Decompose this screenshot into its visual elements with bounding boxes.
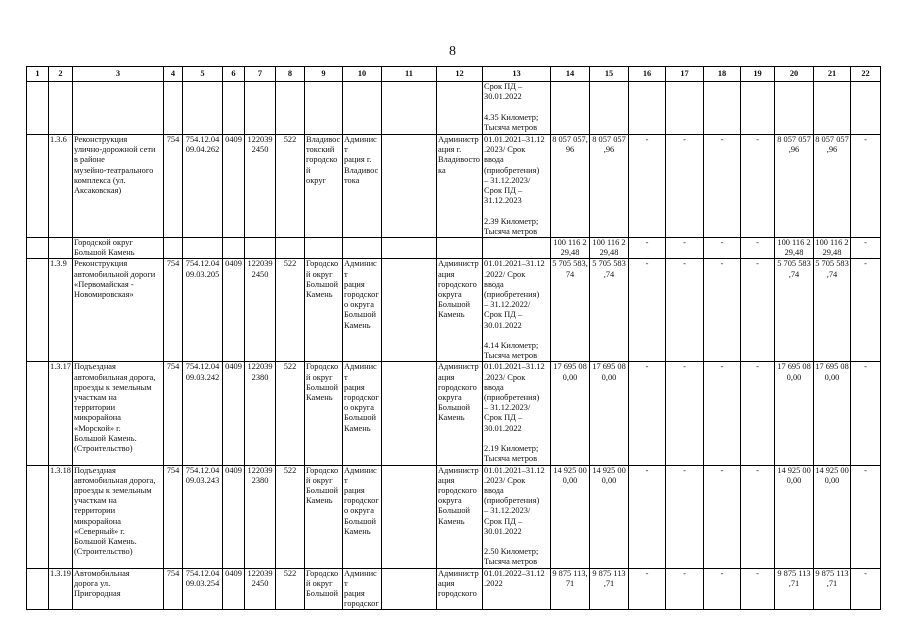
table-cell: - bbox=[704, 568, 741, 610]
table-cell bbox=[245, 238, 276, 259]
table-cell bbox=[382, 362, 437, 465]
table-cell bbox=[382, 82, 437, 135]
table-cell bbox=[666, 82, 704, 135]
table-cell: 5 705 583 ,74 bbox=[775, 259, 814, 362]
table-cell: - bbox=[666, 568, 704, 610]
table-cell bbox=[27, 82, 49, 135]
table-cell: 0409 bbox=[223, 135, 245, 238]
table-cell bbox=[73, 82, 164, 135]
table-cell: - bbox=[741, 238, 775, 259]
table-cell bbox=[814, 82, 851, 135]
table-cell: Городско й округ Большой Камень bbox=[305, 259, 343, 362]
table-cell: 522 bbox=[276, 259, 305, 362]
header-cell: 17 bbox=[666, 67, 704, 82]
table-cell: 17 695 08 0,00 bbox=[814, 362, 851, 465]
table-cell bbox=[183, 82, 223, 135]
table-cell: - bbox=[629, 568, 666, 610]
table-cell: 1.3.9 bbox=[49, 259, 73, 362]
table-cell: 100 116 2 29,48 bbox=[775, 238, 814, 259]
table-cell bbox=[551, 82, 590, 135]
table-cell bbox=[27, 135, 49, 238]
table-cell: 17 695 08 0,00 bbox=[590, 362, 629, 465]
table-cell bbox=[343, 238, 382, 259]
table-cell: Подъездная автомобильная дорога, проезды к земельным участкам на территории микрорайона «Морской» г. Большой Камень. (Строительство) bbox=[73, 362, 164, 465]
table-cell: - bbox=[704, 135, 741, 238]
table-cell bbox=[27, 568, 49, 610]
table-cell: 522 bbox=[276, 135, 305, 238]
table-cell: 8 057 057, 96 bbox=[551, 135, 590, 238]
table-cell: - bbox=[629, 135, 666, 238]
table-cell: 754.12.04 09.04.262 bbox=[183, 135, 223, 238]
table-cell: - bbox=[741, 568, 775, 610]
table-cell: 100 116 2 29,48 bbox=[815, 238, 849, 258]
table-cell: 14 925 00 0,00 bbox=[590, 465, 629, 568]
table-row bbox=[27, 362, 881, 465]
table-cell bbox=[305, 82, 343, 135]
table-cell: - bbox=[666, 259, 704, 362]
table-cell: 100 116 2 29,48 bbox=[551, 238, 590, 259]
header-cell: 3 bbox=[73, 67, 164, 82]
table-cell: Админист рация городског bbox=[343, 568, 382, 610]
table-cell: 14 925 00 0,00 bbox=[814, 465, 851, 568]
header-cell: 19 bbox=[741, 67, 775, 82]
table-cell: Срок ПД – 30.01.2022 4.35 Километр; Тысяча метров bbox=[483, 82, 551, 135]
table-cell: 01.01.2022–31.12 .2022 bbox=[483, 568, 551, 610]
table-row bbox=[27, 82, 881, 135]
table-cell: Городско й округ Большой bbox=[305, 568, 343, 610]
table-cell: Подъездная автомобильная дорога, проезды к земельным участкам на территории микрорайона «Северный» г. Большой Камень. (Строительство) bbox=[73, 465, 164, 568]
table-cell: 754 bbox=[164, 568, 183, 610]
table-cell: 1.3.18 bbox=[49, 465, 73, 568]
table-cell: - bbox=[629, 259, 666, 362]
table-cell: 0409 bbox=[223, 465, 245, 568]
header-cell: 11 bbox=[382, 67, 437, 82]
table-cell: - bbox=[851, 465, 881, 568]
table-cell bbox=[343, 82, 382, 135]
table-row bbox=[27, 238, 881, 259]
table-cell: 754 bbox=[164, 465, 183, 568]
table-cell: 122039 2450 bbox=[245, 135, 276, 238]
table-cell: - bbox=[666, 135, 704, 238]
table-cell bbox=[775, 82, 814, 135]
page-number: 8 bbox=[449, 44, 456, 59]
header-cell: 10 bbox=[343, 67, 382, 82]
table-cell: 5 705 583, 74 bbox=[551, 259, 590, 362]
table-cell: Администр ация городского округа Большой Камень bbox=[437, 465, 483, 568]
table-cell bbox=[590, 82, 629, 135]
table-cell: 522 bbox=[276, 465, 305, 568]
header-cell: 15 bbox=[590, 67, 629, 82]
table-cell: 754 bbox=[164, 259, 183, 362]
table-cell: - bbox=[741, 135, 775, 238]
table-cell: 0409 bbox=[223, 259, 245, 362]
table-cell: Админист рация г. Владивос тока bbox=[343, 135, 382, 238]
table-cell: - bbox=[851, 568, 881, 610]
table-cell: 100 116 2 29,48 bbox=[590, 238, 629, 259]
table-cell bbox=[382, 465, 437, 568]
table-cell: 9 875 113 ,71 bbox=[775, 568, 814, 610]
header-cell: 9 bbox=[305, 67, 343, 82]
table-cell: Админист рация городског о округа Большой Камень bbox=[343, 465, 382, 568]
table-cell: 9 875 113 ,71 bbox=[814, 568, 851, 610]
header-cell: 6 bbox=[223, 67, 245, 82]
table-cell: - bbox=[704, 465, 741, 568]
table-cell bbox=[437, 82, 483, 135]
table-cell bbox=[382, 135, 437, 238]
table-cell bbox=[245, 82, 276, 135]
table-cell bbox=[276, 238, 305, 259]
table-cell: 01.01.2021–31.12 .2023/ Срок ввода (приобретения) – 31.12.2023/ Срок ПД – 31.12.2023 2.39 Километр; Тысяча метров bbox=[483, 135, 551, 238]
header-cell: 22 bbox=[851, 67, 881, 82]
table-cell bbox=[223, 82, 245, 135]
document-table bbox=[26, 66, 881, 610]
header-cell: 8 bbox=[276, 67, 305, 82]
table-cell: - bbox=[741, 465, 775, 568]
table-cell: - bbox=[666, 465, 704, 568]
table-cell: - bbox=[629, 465, 666, 568]
table-cell: 9 875 113 ,71 bbox=[590, 568, 629, 610]
table-cell: 14 925 00 0,00 bbox=[551, 465, 590, 568]
table-cell bbox=[164, 82, 183, 135]
table-cell: 754.12.04 09.03.243 bbox=[183, 465, 223, 568]
table-cell: 17 695 08 0,00 bbox=[775, 362, 814, 465]
table-cell: 0409 bbox=[223, 362, 245, 465]
table-cell: 754 bbox=[164, 362, 183, 465]
table-cell: 754 bbox=[164, 135, 183, 238]
table-cell: Городской округ Большой Камень bbox=[73, 238, 164, 259]
header-cell: 5 bbox=[183, 67, 223, 82]
table-cell bbox=[49, 238, 73, 259]
table-cell: 01.01.2021–31.12 .2022/ Срок ввода (приобретения) – 31.12.2022/ Срок ПД – 30.01.2022 4.14 Километр; Тысяча метров bbox=[483, 259, 551, 362]
table-cell bbox=[741, 82, 775, 135]
header-cell: 4 bbox=[164, 67, 183, 82]
header-cell: 21 bbox=[814, 67, 851, 82]
table-cell bbox=[164, 238, 183, 259]
table-cell: - bbox=[704, 259, 741, 362]
table-cell: 9 875 113, 71 bbox=[551, 568, 590, 610]
table-cell: Администр ация городского округа Большой Камень bbox=[437, 362, 483, 465]
header-row bbox=[27, 67, 881, 82]
table-cell: 1.3.17 bbox=[49, 362, 73, 465]
table-cell bbox=[27, 362, 49, 465]
table-cell bbox=[483, 238, 551, 259]
table-cell: Администр ация городского округа Большой Камень bbox=[437, 259, 483, 362]
table-cell: Автомобильная дорога ул. Пригородная bbox=[73, 568, 164, 610]
table-cell bbox=[27, 259, 49, 362]
table-cell: 01.01.2021–31.12 .2023/ Срок ввода (приобретения) – 31.12.2023/ Срок ПД – 30.01.2022 2.50 Километр; Тысяча метров bbox=[483, 465, 551, 568]
table-cell bbox=[276, 82, 305, 135]
table-cell: - bbox=[741, 259, 775, 362]
table-cell: 17 695 08 0,00 bbox=[551, 362, 590, 465]
table-cell: - bbox=[666, 238, 704, 259]
table-cell: 5 705 583 ,74 bbox=[590, 259, 629, 362]
header-cell: 13 bbox=[483, 67, 551, 82]
table-cell: Администр ация г. Владивосто ка bbox=[437, 135, 483, 238]
header-cell: 18 bbox=[704, 67, 741, 82]
table-cell: Владивос токский городской округ bbox=[305, 135, 343, 238]
table-cell: - bbox=[851, 238, 881, 259]
table-cell: 0409 bbox=[223, 568, 245, 610]
table-cell: 1.3.19 bbox=[49, 568, 73, 610]
table-cell: - bbox=[629, 238, 666, 259]
table-cell bbox=[704, 82, 741, 135]
table-cell: Админист рация городског о округа Большой Камень bbox=[343, 259, 382, 362]
table-cell: - bbox=[851, 135, 881, 238]
table-cell: 754.12.04 09.03.205 bbox=[183, 259, 223, 362]
table-cell: Городско й округ Большой Камень bbox=[305, 362, 343, 465]
table-cell: 522 bbox=[276, 362, 305, 465]
header-cell: 7 bbox=[245, 67, 276, 82]
table-cell: - bbox=[629, 362, 666, 465]
table-cell bbox=[27, 238, 49, 259]
table-cell bbox=[382, 238, 437, 259]
header-cell: 14 bbox=[551, 67, 590, 82]
table-cell: 8 057 057 ,96 bbox=[775, 135, 814, 238]
table-cell: - bbox=[704, 238, 741, 259]
table-cell: Админист рация городског о округа Большой Камень bbox=[343, 362, 382, 465]
table-cell: - bbox=[851, 362, 881, 465]
table-cell bbox=[382, 259, 437, 362]
table-cell bbox=[437, 238, 483, 259]
table-cell: 14 925 00 0,00 bbox=[775, 465, 814, 568]
table-cell: 122039 2380 bbox=[245, 362, 276, 465]
table-cell: Администр ация городского bbox=[437, 568, 483, 610]
table-cell: 01.01.2021–31.12 .2023/ Срок ввода (приобретения) – 31.12.2023/ Срок ПД – 30.01.2022 2.19 Километр; Тысяча метров bbox=[483, 362, 551, 465]
table-cell: 122039 2450 bbox=[245, 568, 276, 610]
table-cell: Реконструкция улично-дорожной сети в районе музейно-театрального комплекса (ул. Аксаковская) bbox=[73, 135, 164, 238]
table-cell: 754.12.04 09.03.254 bbox=[183, 568, 223, 610]
table-cell: - bbox=[666, 362, 704, 465]
table-cell: 8 057 057 ,96 bbox=[814, 135, 851, 238]
table-cell bbox=[49, 82, 73, 135]
table-cell bbox=[27, 465, 49, 568]
table-cell: - bbox=[851, 259, 881, 362]
table-cell: - bbox=[741, 362, 775, 465]
table-cell bbox=[382, 568, 437, 610]
table-row bbox=[27, 568, 881, 610]
table-cell bbox=[629, 82, 666, 135]
table-cell bbox=[183, 238, 223, 259]
table-cell: 122039 2380 bbox=[245, 465, 276, 568]
header-cell: 1 bbox=[27, 67, 49, 82]
table-cell: 754.12.04 09.03.242 bbox=[183, 362, 223, 465]
table-cell: 522 bbox=[276, 568, 305, 610]
table-cell: Городско й округ Большой Камень bbox=[305, 465, 343, 568]
table-cell: 1.3.6 bbox=[49, 135, 73, 238]
table-cell: 5 705 583 ,74 bbox=[814, 259, 851, 362]
header-cell: 20 bbox=[775, 67, 814, 82]
table-cell: Реконструкция автомобильной дороги «Первомайская - Новомировская» bbox=[73, 259, 164, 362]
table-cell: 122039 2450 bbox=[245, 259, 276, 362]
table-row bbox=[27, 135, 881, 238]
table-row bbox=[27, 259, 881, 362]
header-cell: 2 bbox=[49, 67, 73, 82]
table-cell bbox=[305, 238, 343, 259]
table-row bbox=[27, 465, 881, 568]
table-cell: 8 057 057 ,96 bbox=[590, 135, 629, 238]
table-cell bbox=[223, 238, 245, 259]
header-cell: 12 bbox=[437, 67, 483, 82]
table-cell bbox=[851, 82, 881, 135]
header-cell: 16 bbox=[629, 67, 666, 82]
table-cell: - bbox=[704, 362, 741, 465]
